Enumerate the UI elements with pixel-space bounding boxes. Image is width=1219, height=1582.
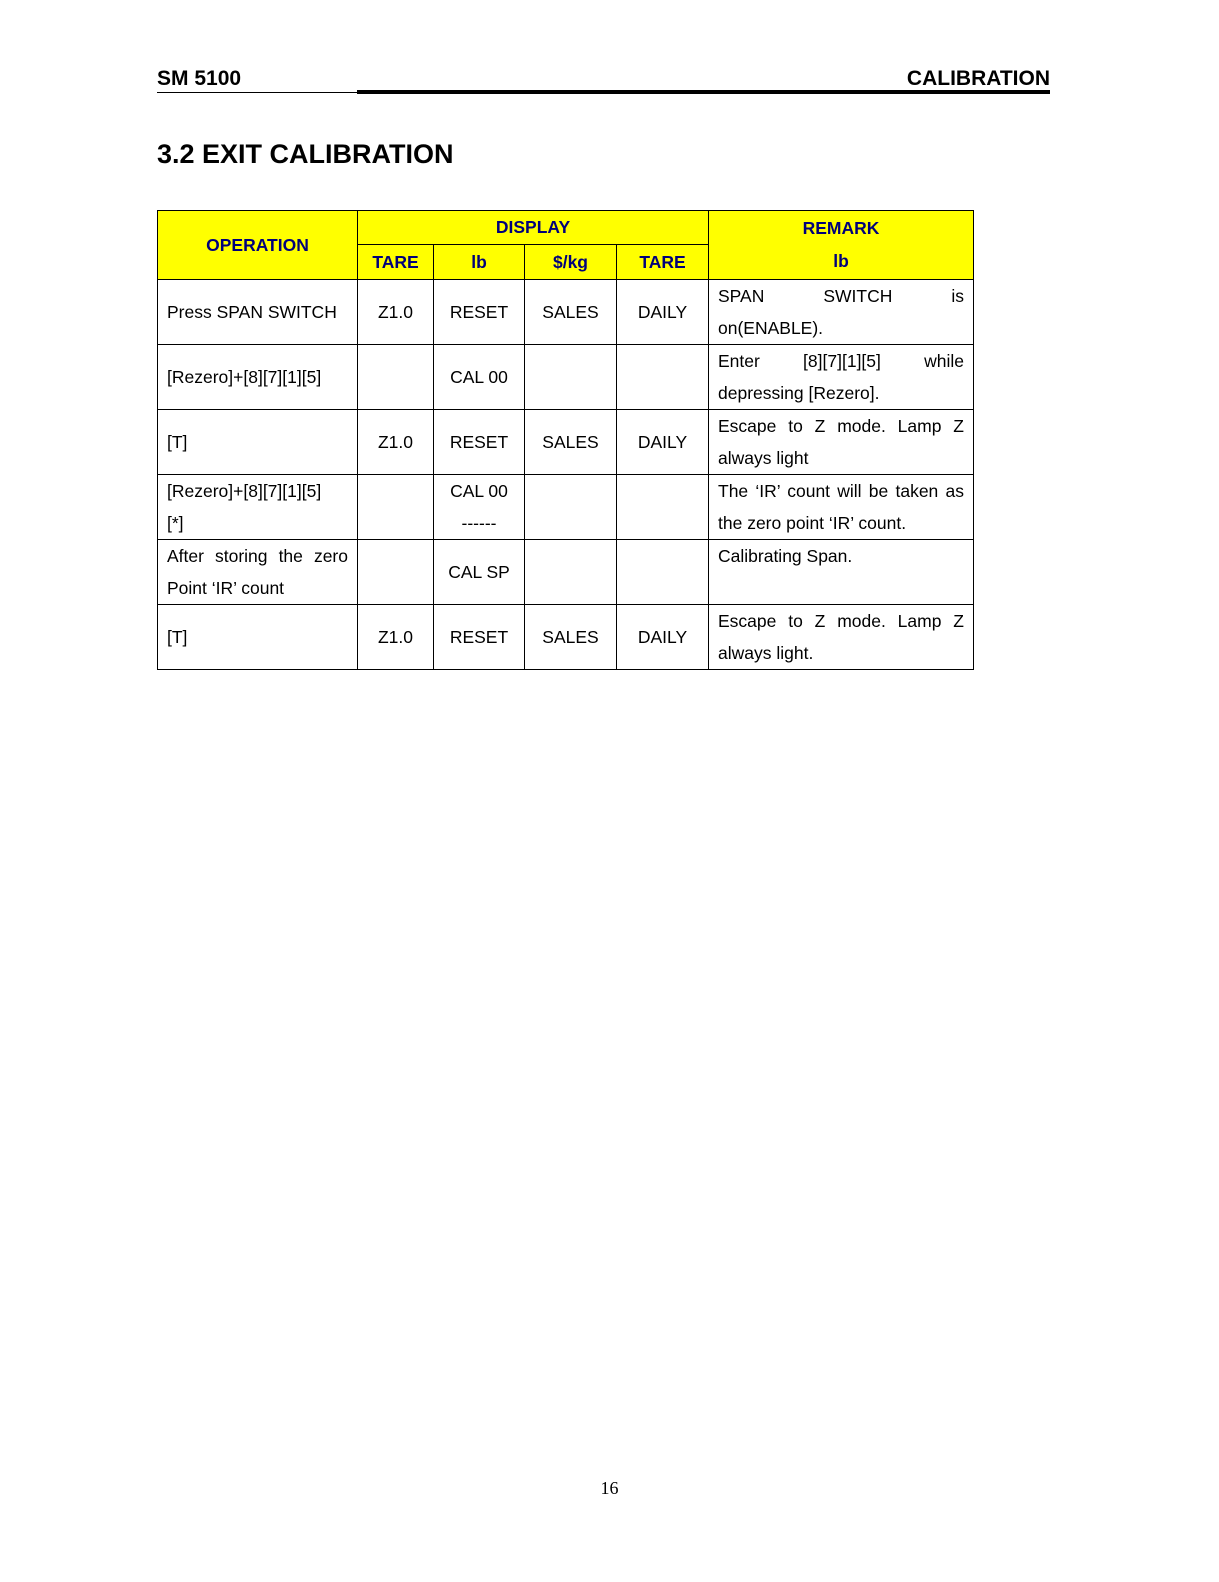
display-price-cell: [525, 540, 617, 605]
display-tare-cell: [358, 345, 434, 410]
display-tare-cell: [358, 540, 434, 605]
display-lb-cell: [434, 540, 525, 605]
operation-cell: [158, 280, 358, 345]
display-tare-2-cell: [617, 475, 709, 540]
display-tare-2-cell: [617, 540, 709, 605]
display-price-cell: SALES: [525, 410, 617, 475]
remark-cell: Calibrating Span.: [709, 540, 974, 605]
display-tare-cell: Z1.0: [358, 410, 434, 475]
display-tare-2-cell: DAILY: [617, 280, 709, 345]
display-tare-cell: [358, 475, 434, 540]
remark-cell: Escape to Z mode. Lamp Z always light.: [709, 605, 974, 670]
display-lb-line: CAL SP: [448, 562, 510, 582]
display-tare-2-cell: [617, 345, 709, 410]
operation-line: [Rezero]+[8][7][1][5]: [167, 481, 322, 501]
display-lb-line: CAL 00: [450, 367, 508, 387]
header-display: DISPLAY: [358, 211, 709, 245]
operation-line: [*]: [167, 513, 184, 533]
operation-line: [T]: [167, 627, 188, 647]
display-lb-cell: [434, 410, 525, 475]
table-row: [158, 605, 974, 670]
header-chapter: CALIBRATION: [906, 67, 1050, 90]
display-lb-line: CAL 00: [450, 481, 508, 501]
operation-cell: [158, 605, 358, 670]
display-lb-line: ------: [461, 513, 497, 533]
header-rule-thick: [357, 90, 1050, 94]
header-model: SM 5100: [157, 67, 242, 90]
remark-cell: Enter [8][7][1][5] while depressing [Rezero].: [709, 345, 974, 410]
table-row: [158, 280, 974, 345]
table-row: [158, 540, 974, 605]
section-title: 3.2 EXIT CALIBRATION: [157, 139, 454, 169]
header-display-tare-2: TARE: [617, 245, 709, 280]
display-lb-line: RESET: [449, 432, 509, 452]
display-lb-line: RESET: [449, 627, 509, 647]
page-header: [157, 66, 1050, 92]
page-number: 16: [600, 1478, 619, 1498]
operation-cell: [158, 410, 358, 475]
header-display-tare: TARE: [358, 245, 434, 280]
display-tare-2-cell: DAILY: [617, 605, 709, 670]
display-lb-cell: [434, 605, 525, 670]
operation-line: After storing the zero Point ‘IR’ count: [167, 546, 348, 598]
header-remark-unit: lb: [833, 251, 849, 271]
header-operation: OPERATION: [158, 211, 358, 280]
display-tare-cell: Z1.0: [358, 280, 434, 345]
display-lb-cell: [434, 345, 525, 410]
header-display-price: $/kg: [525, 245, 617, 280]
display-price-cell: SALES: [525, 280, 617, 345]
operation-line: [T]: [167, 432, 188, 452]
operation-cell: [158, 345, 358, 410]
operation-cell: [158, 540, 358, 605]
header-rule: [157, 92, 357, 93]
display-lb-line: RESET: [449, 302, 509, 322]
display-lb-cell: [434, 475, 525, 540]
display-price-cell: [525, 475, 617, 540]
header-display-lb: lb: [434, 245, 525, 280]
display-price-cell: [525, 345, 617, 410]
display-tare-cell: Z1.0: [358, 605, 434, 670]
table-row: [158, 475, 974, 540]
calibration-table: [157, 210, 974, 670]
display-price-cell: SALES: [525, 605, 617, 670]
operation-line: Press SPAN SWITCH: [167, 302, 337, 322]
operation-line: [Rezero]+[8][7][1][5]: [167, 367, 322, 387]
remark-cell: SPAN SWITCH is on(ENABLE).: [709, 280, 974, 345]
header-remark: [709, 211, 974, 280]
table-row: [158, 345, 974, 410]
header-remark-label: REMARK: [802, 218, 880, 238]
remark-cell: Escape to Z mode. Lamp Z always light: [709, 410, 974, 475]
operation-cell: [158, 475, 358, 540]
display-lb-cell: [434, 280, 525, 345]
table-row: [158, 410, 974, 475]
display-tare-2-cell: DAILY: [617, 410, 709, 475]
remark-cell: The ‘IR’ count will be taken as the zero point ‘IR’ count.: [709, 475, 974, 540]
